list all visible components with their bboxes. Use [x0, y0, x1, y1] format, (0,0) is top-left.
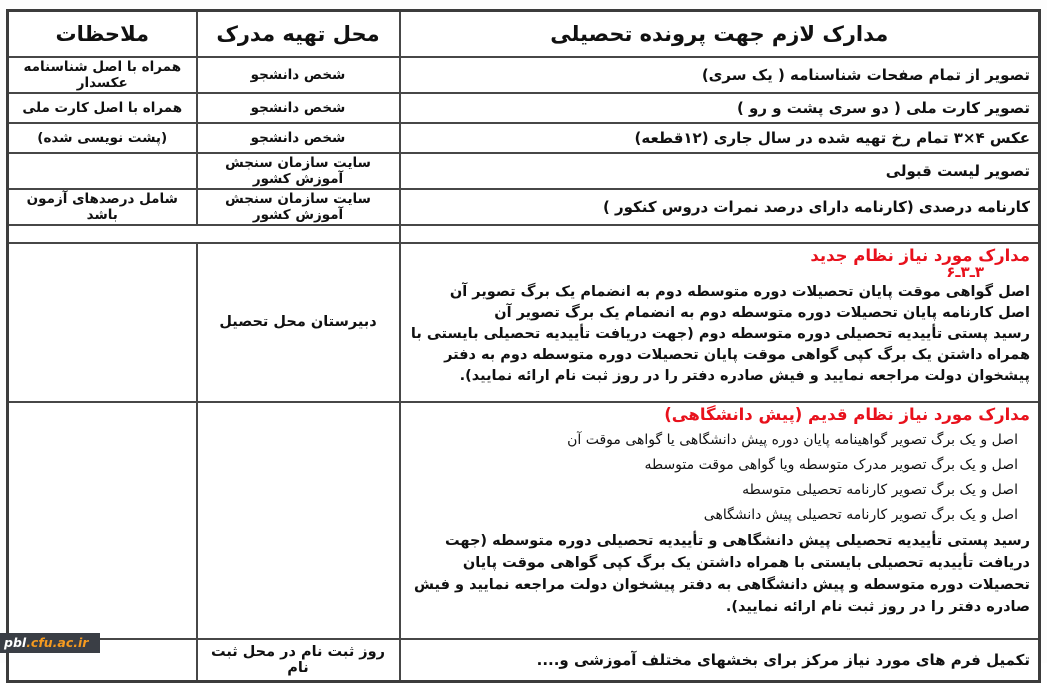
place-cell: شخص دانشجو	[197, 57, 400, 93]
table-row	[8, 57, 1040, 93]
note-cell: همراه با اصل شناسنامه عکسدار	[8, 57, 197, 93]
note-cell: همراه با اصل کارت ملی	[8, 93, 197, 123]
doc-cell: تکمیل فرم های مورد نیاز مرکز برای بخشهای مختلف آموزشی و....	[400, 639, 1040, 682]
section-new-cell	[400, 243, 1040, 402]
requirement-line-bold: رسید پستی تأییدیه تحصیلی پیش دانشگاهی و تأییدیه تحصیلی دوره متوسطه (جهت دریافت تأییدیه تحصیلی بایستی با همراه داشتن یک برگ کپی گواهی موقت پایان تحصیلات دوره متوسطه و پیش دانشگاهی به دفتر پیشخوان دولت مراجعه نمایید و فیش صادره دفتر را در روز ثبت نام ارائه نمایید).	[414, 533, 1030, 616]
table-row	[8, 153, 1040, 189]
doc-cell: تصویر از تمام صفحات شناسنامه ( یک سری)	[400, 57, 1040, 93]
requirement-line: اصل گواهی موقت پایان تحصیلات دوره متوسطه دوم به انضمام یک برگ تصویر آن	[449, 284, 1030, 301]
place-cell: دبیرستان محل تحصیل	[197, 243, 400, 402]
doc-cell: تصویر لیست قبولی	[400, 153, 1040, 189]
header-notes: ملاحظات	[8, 11, 197, 57]
table-row	[8, 189, 1040, 225]
section-row-old-system	[8, 402, 1040, 639]
note-cell: (پشت نویسی شده)	[8, 123, 197, 153]
note-cell	[8, 153, 197, 189]
note-cell: شامل درصدهای آزمون باشد	[8, 189, 197, 225]
section-new-subtitle	[409, 265, 985, 280]
requirement-line: اصل و یک برگ تصویر مدرک متوسطه ویا گواهی موقت متوسطه	[644, 457, 1018, 474]
section-old-cell	[400, 402, 1040, 639]
header-documents: مدارک لازم جهت پرونده تحصیلی	[400, 11, 1040, 57]
place-cell: سایت سازمان سنجش آموزش کشور	[197, 153, 400, 189]
place-cell	[197, 402, 400, 639]
requirement-line: اصل کارنامه پایان تحصیلات دوره متوسطه دوم به انضمام یک برگ تصویر آن	[494, 305, 1030, 322]
watermark-suffix: .cfu.ac.ir	[26, 635, 89, 650]
table-row	[8, 123, 1040, 153]
header-row	[8, 11, 1040, 57]
spacer-row	[8, 225, 1040, 243]
requirement-line: رسید پستی تأییدیه تحصیلی دوره متوسطه دوم (جهت دریافت تأییدیه تحصیلی بایستی با همراه داشتن یک برگ کپی گواهی موقت پایان تحصیلات دوره متوسطه دوم به دفتر پیشخوان دولت مراجعه نمایید و فیش صادره دفتر را در روز ثبت نام ارائه نمایید).	[410, 326, 1030, 385]
spacer-doc-cell	[400, 225, 1040, 243]
place-cell: سایت سازمان سنجش آموزش کشور	[197, 189, 400, 225]
section-row-new-system	[8, 243, 1040, 402]
footer-row	[8, 639, 1040, 682]
place-cell: روز ثبت نام در محل ثبت نام	[197, 639, 400, 682]
note-cell	[8, 243, 197, 402]
requirement-line: اصل و یک برگ تصویر گواهینامه پایان دوره پیش دانشگاهی یا گواهی موقت آن	[567, 432, 1018, 449]
spacer-merged-cell	[8, 225, 400, 243]
header-source: محل تهیه مدرک	[197, 11, 400, 57]
section-new-subtitle-number: ۶ـ۳ـ۳	[946, 263, 984, 282]
section-old-title: مدارک مورد نیاز نظام قدیم (پیش دانشگاهی)	[664, 404, 1030, 424]
doc-cell: کارنامه درصدی (کارنامه دارای درصد نمرات دروس کنکور )	[400, 189, 1040, 225]
doc-cell: عکس ۴×۳ تمام رخ تهیه شده در سال جاری (۱۲قطعه)	[400, 123, 1040, 153]
table-row	[8, 93, 1040, 123]
doc-cell: تصویر کارت ملی ( دو سری پشت و رو )	[400, 93, 1040, 123]
note-cell	[8, 402, 197, 639]
requirement-line: اصل و یک برگ تصویر کارنامه تحصیلی متوسطه	[742, 482, 1018, 499]
place-cell: شخص دانشجو	[197, 93, 400, 123]
documents-table	[6, 9, 1041, 683]
place-cell: شخص دانشجو	[197, 123, 400, 153]
requirement-line: اصل و یک برگ تصویر کارنامه تحصیلی پیش دانشگاهی	[703, 507, 1018, 524]
section-new-title: مدارک مورد نیاز نظام جدید	[810, 245, 1030, 265]
watermark-prefix: pbl	[4, 635, 27, 650]
site-watermark	[0, 633, 100, 653]
